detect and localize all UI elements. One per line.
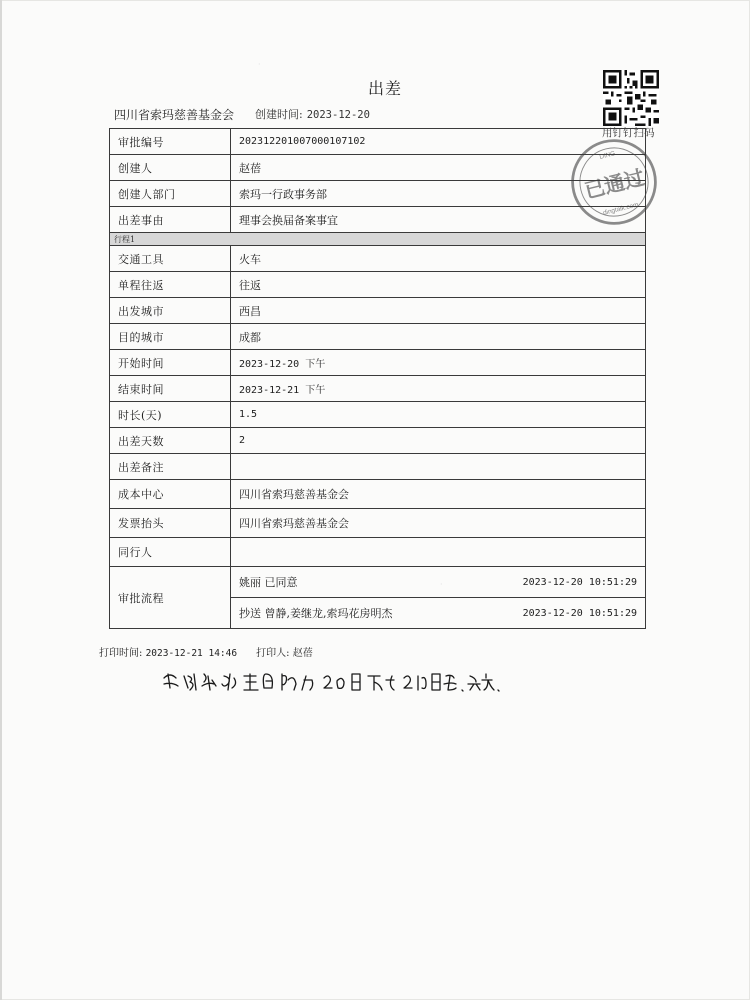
approval-flow-cell bbox=[231, 567, 646, 629]
form-row-department bbox=[110, 181, 646, 207]
field-value bbox=[231, 538, 646, 567]
field-label: 结束时间 bbox=[110, 376, 231, 402]
field-value: 赵蓓 bbox=[231, 155, 646, 181]
page-edge bbox=[0, 0, 2, 1000]
field-value: 索玛一行政事务部 bbox=[231, 181, 646, 207]
field-value: 1.5 bbox=[231, 402, 646, 428]
form-row-duration bbox=[110, 402, 646, 428]
field-value: 西昌 bbox=[231, 298, 646, 324]
field-label: 开始时间 bbox=[110, 350, 231, 376]
created-value: 2023-12-20 bbox=[306, 109, 370, 121]
printer-label: 打印人: bbox=[256, 648, 290, 659]
handwritten-note bbox=[160, 664, 500, 698]
field-value: 2 bbox=[231, 428, 646, 454]
organization-name: 四川省索玛慈善基金会 bbox=[114, 108, 235, 122]
field-label: 审批流程 bbox=[110, 567, 231, 629]
section-label: 行程1 bbox=[110, 233, 646, 246]
form-row-trip-days bbox=[110, 428, 646, 454]
print-info bbox=[99, 644, 313, 659]
field-value: 2023-12-21 下午 bbox=[231, 376, 646, 402]
form-row-reason bbox=[110, 207, 646, 233]
field-value: 202312201007000107102 bbox=[231, 129, 646, 155]
form-row-invoice-title bbox=[110, 509, 646, 538]
flow-step-time: 2023-12-20 10:51:29 bbox=[522, 607, 637, 619]
field-label: 审批编号 bbox=[110, 129, 231, 155]
field-label: 同行人 bbox=[110, 538, 231, 567]
field-label: 创建人 bbox=[110, 155, 231, 181]
form-row-remarks bbox=[110, 454, 646, 480]
field-value: 理事会换届备案事宜 bbox=[231, 207, 646, 233]
form-row-approval-no bbox=[110, 129, 646, 155]
field-label: 时长(天) bbox=[110, 402, 231, 428]
field-label: 创建人部门 bbox=[110, 181, 231, 207]
form-row-departure-city bbox=[110, 298, 646, 324]
flow-step-text: 姚丽 已同意 bbox=[239, 576, 298, 589]
stamp-bottom-text: dingtalk.com bbox=[602, 201, 640, 217]
stamp-main-text: 已通过 bbox=[582, 165, 647, 204]
field-label: 目的城市 bbox=[110, 324, 231, 350]
watermark: · bbox=[258, 60, 261, 69]
field-value: 成都 bbox=[231, 324, 646, 350]
field-value: 往返 bbox=[231, 272, 646, 298]
form-row-transport bbox=[110, 246, 646, 272]
field-label: 单程往返 bbox=[110, 272, 231, 298]
watermark: · bbox=[440, 580, 443, 589]
field-value: 火车 bbox=[231, 246, 646, 272]
trip-section-header bbox=[110, 233, 646, 246]
field-value: 四川省索玛慈善基金会 bbox=[231, 509, 646, 538]
print-time-label: 打印时间: bbox=[99, 648, 143, 659]
document-title: 出差 bbox=[367, 79, 402, 98]
flow-step-text: 抄送 曾静,姜继龙,索玛花房明杰 bbox=[239, 607, 393, 620]
field-value bbox=[231, 454, 646, 480]
approval-form-table bbox=[109, 128, 646, 629]
field-label: 成本中心 bbox=[110, 480, 231, 509]
form-row-destination-city bbox=[110, 324, 646, 350]
flow-step bbox=[231, 597, 645, 628]
form-row-creator bbox=[110, 155, 646, 181]
form-row-cost-center bbox=[110, 480, 646, 509]
form-row-companions bbox=[110, 538, 646, 567]
field-label: 发票抬头 bbox=[110, 509, 231, 538]
flow-step-time: 2023-12-20 10:51:29 bbox=[522, 576, 637, 588]
print-time-value: 2023-12-21 14:46 bbox=[145, 648, 238, 659]
qr-caption: 用钉钉扫码 bbox=[602, 127, 655, 139]
qr-code-icon[interactable] bbox=[603, 70, 659, 126]
flow-step bbox=[231, 567, 645, 597]
form-row-start-time bbox=[110, 350, 646, 376]
field-label: 出发城市 bbox=[110, 298, 231, 324]
created-time bbox=[255, 106, 370, 122]
field-label: 出差事由 bbox=[110, 207, 231, 233]
field-value: 2023-12-20 下午 bbox=[231, 350, 646, 376]
field-label: 交通工具 bbox=[110, 246, 231, 272]
form-row-round-trip bbox=[110, 272, 646, 298]
field-value: 四川省索玛慈善基金会 bbox=[231, 480, 646, 509]
stamp-top-text: DING bbox=[598, 150, 617, 161]
printer-value: 赵蓓 bbox=[292, 648, 313, 659]
created-label: 创建时间: bbox=[255, 108, 303, 121]
field-label: 出差天数 bbox=[110, 428, 231, 454]
form-row-end-time bbox=[110, 376, 646, 402]
form-row-approval-flow bbox=[110, 567, 646, 629]
field-label: 出差备注 bbox=[110, 454, 231, 480]
